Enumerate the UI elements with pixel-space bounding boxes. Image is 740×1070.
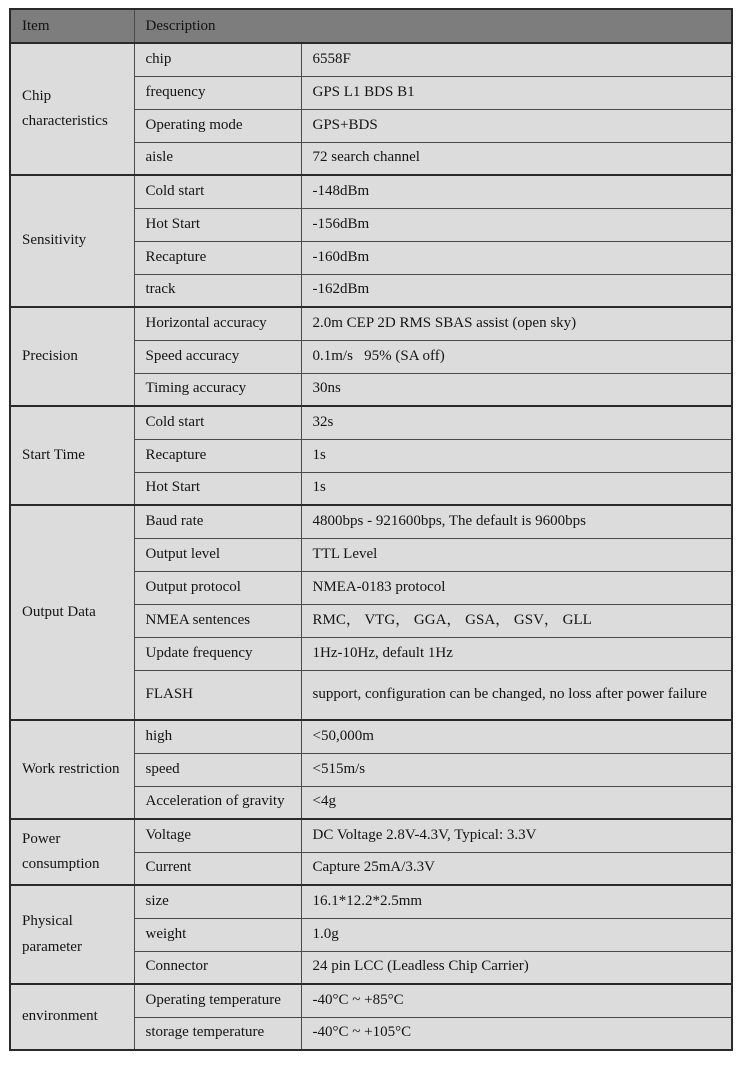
value-cell: <4g xyxy=(301,786,732,819)
specification-table xyxy=(9,8,733,1051)
table-row xyxy=(10,984,732,1017)
value-cell: -40°C ~ +85°C xyxy=(301,984,732,1017)
value-cell: 24 pin LCC (Leadless Chip Carrier) xyxy=(301,951,732,984)
parameter-cell: Speed accuracy xyxy=(134,340,301,373)
value-cell: TTL Level xyxy=(301,538,732,571)
value-cell: NMEA-0183 protocol xyxy=(301,571,732,604)
parameter-cell: chip xyxy=(134,43,301,76)
parameter-cell: Cold start xyxy=(134,406,301,439)
item-group-cell: Precision xyxy=(10,307,134,406)
table-row xyxy=(10,406,732,439)
value-cell: -162dBm xyxy=(301,274,732,307)
parameter-cell: storage temperature xyxy=(134,1017,301,1050)
parameter-cell: weight xyxy=(134,918,301,951)
parameter-cell: Baud rate xyxy=(134,505,301,538)
parameter-cell: Hot Start xyxy=(134,208,301,241)
parameter-cell: speed xyxy=(134,753,301,786)
parameter-cell: Voltage xyxy=(134,819,301,852)
parameter-cell: Recapture xyxy=(134,439,301,472)
parameter-cell: Operating mode xyxy=(134,109,301,142)
value-cell: <515m/s xyxy=(301,753,732,786)
item-group-cell: environment xyxy=(10,984,134,1050)
value-cell: <50,000m xyxy=(301,720,732,753)
item-group-cell: Power consumption xyxy=(10,819,134,885)
value-cell: 4800bps - 921600bps, The default is 9600bps xyxy=(301,505,732,538)
parameter-cell: Acceleration of gravity xyxy=(134,786,301,819)
item-group-cell: Work restriction xyxy=(10,720,134,819)
parameter-cell: Output level xyxy=(134,538,301,571)
value-cell: 1Hz-10Hz, default 1Hz xyxy=(301,637,732,670)
value-cell: 30ns xyxy=(301,373,732,406)
parameter-cell: Operating temperature xyxy=(134,984,301,1017)
table-row xyxy=(10,885,732,918)
item-group-cell: Start Time xyxy=(10,406,134,505)
table-row xyxy=(10,505,732,538)
parameter-cell: Timing accuracy xyxy=(134,373,301,406)
parameter-cell: track xyxy=(134,274,301,307)
value-cell: 6558F xyxy=(301,43,732,76)
value-cell: DC Voltage 2.8V-4.3V, Typical: 3.3V xyxy=(301,819,732,852)
parameter-cell: Recapture xyxy=(134,241,301,274)
value-cell: -40°C ~ +105°C xyxy=(301,1017,732,1050)
value-cell: GPS+BDS xyxy=(301,109,732,142)
value-cell: 0.1m/s 95% (SA off) xyxy=(301,340,732,373)
value-cell: 32s xyxy=(301,406,732,439)
parameter-cell: Hot Start xyxy=(134,472,301,505)
header-item: Item xyxy=(10,9,134,43)
item-group-cell: Sensitivity xyxy=(10,175,134,307)
value-cell: -160dBm xyxy=(301,241,732,274)
value-cell: -148dBm xyxy=(301,175,732,208)
value-cell: Capture 25mA/3.3V xyxy=(301,852,732,885)
item-group-cell: Chip characteristics xyxy=(10,43,134,175)
value-cell: 1.0g xyxy=(301,918,732,951)
parameter-cell: NMEA sentences xyxy=(134,604,301,637)
value-cell: 72 search channel xyxy=(301,142,732,175)
value-cell: 1s xyxy=(301,472,732,505)
value-cell: 1s xyxy=(301,439,732,472)
parameter-cell: frequency xyxy=(134,76,301,109)
value-cell: RMC， VTG， GGA， GSA， GSV， GLL xyxy=(301,604,732,637)
table-row xyxy=(10,43,732,76)
parameter-cell: Output protocol xyxy=(134,571,301,604)
header-description: Description xyxy=(134,9,732,43)
parameter-cell: Horizontal accuracy xyxy=(134,307,301,340)
table-header-row xyxy=(10,9,732,43)
parameter-cell: Current xyxy=(134,852,301,885)
table-row xyxy=(10,819,732,852)
value-cell: support, configuration can be changed, no loss after power failure xyxy=(301,670,732,720)
item-group-cell: Output Data xyxy=(10,505,134,720)
parameter-cell: Connector xyxy=(134,951,301,984)
table-row xyxy=(10,175,732,208)
parameter-cell: Update frequency xyxy=(134,637,301,670)
value-cell: -156dBm xyxy=(301,208,732,241)
table-row xyxy=(10,720,732,753)
parameter-cell: FLASH xyxy=(134,670,301,720)
parameter-cell: Cold start xyxy=(134,175,301,208)
value-cell: GPS L1 BDS B1 xyxy=(301,76,732,109)
spec-table-body xyxy=(10,43,732,1050)
item-group-cell: Physical parameter xyxy=(10,885,134,984)
parameter-cell: high xyxy=(134,720,301,753)
parameter-cell: aisle xyxy=(134,142,301,175)
value-cell: 16.1*12.2*2.5mm xyxy=(301,885,732,918)
table-row xyxy=(10,307,732,340)
parameter-cell: size xyxy=(134,885,301,918)
value-cell: 2.0m CEP 2D RMS SBAS assist (open sky) xyxy=(301,307,732,340)
